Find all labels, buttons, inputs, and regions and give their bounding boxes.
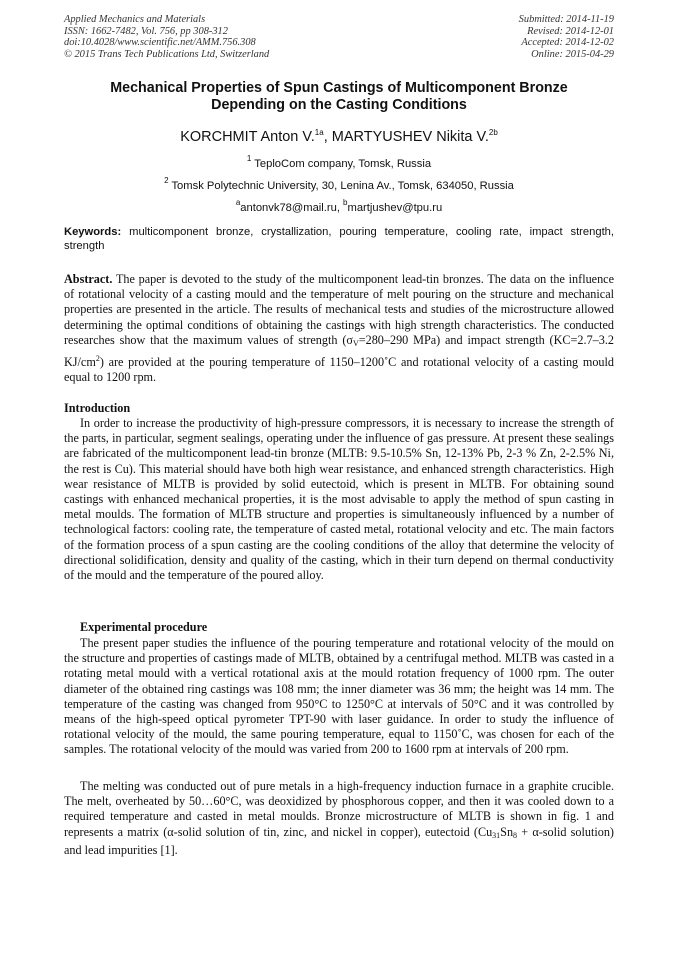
keywords-text: multicomponent bronze, crystallization, pouring temperature, cooling rate, impact strength, strength xyxy=(64,226,615,253)
experimental-sub-8: 8 xyxy=(513,830,518,840)
keywords-label: Keywords: xyxy=(64,226,122,238)
experimental-sn: Sn xyxy=(500,824,514,839)
abstract-label: Abstract. xyxy=(64,272,113,286)
title-line-2: Depending on the Casting Conditions xyxy=(211,97,467,113)
date-submitted: Submitted: 2014-11-19 xyxy=(518,14,614,25)
date-revised: Revised: 2014-12-01 xyxy=(527,25,614,37)
author-2: MARTYUSHEV Nikita V. xyxy=(331,129,489,145)
journal-copyright: © 2015 Trans Tech Publications Ltd, Switzerland xyxy=(64,48,270,60)
journal-doi[interactable]: doi:10.4028/www.scientific.net/AMM.756.308 xyxy=(64,37,256,49)
email-b[interactable]: martjushev@tpu.ru xyxy=(347,202,443,214)
date-online: Online: 2015-04-29 xyxy=(531,48,614,60)
journal-info xyxy=(64,14,269,60)
journal-issn: ISSN: 1662-7482, Vol. 756, pp 308-312 xyxy=(64,25,228,37)
experimental-paragraph-1: The present paper studies the influence of the pouring temperature and rotational velocity of the mould on the structure and properties of castings made of MLTB, obtained by a centrifugal method. MLTB was casted in a rotating metal mould with a vertical rotational axis at the mould rotation frequency of 1000 rpm. The outer diameter of the obtained ring castings was 108 mm; the inner diameter was 36 mm; the height was 14 mm. The temperature of the casting was changed from 950°C to 1250°C at intervals of 50°C and it was controlled by means of the high-speed optical pyrometer TPT-90 with laser guidance. In order to study the influence of rotational velocity of the mould, the same pouring temperature, equal to 1150˚C, was chosen for each of the samples. The rotational velocity of the mould was varied from 200 to 1600 rpm at intervals of 200 rpm. xyxy=(64,636,614,757)
author-2-mark: 2b xyxy=(488,128,498,137)
keywords xyxy=(64,225,614,253)
affiliation-1 xyxy=(0,154,678,170)
affiliation-2 xyxy=(0,176,678,192)
experimental-paragraph-2 xyxy=(64,779,614,858)
affiliation-2-text: Tomsk Polytechnic University, 30, Lenina Av., Tomsk, 634050, Russia xyxy=(171,180,514,192)
author-1: KORCHMIT Anton V. xyxy=(180,129,315,145)
experimental-text-2a: The melting was conducted out of pure metals in a high-frequency induction furnace in a graphite crucible. The melt, overheated by 50…60°C, was deoxidized by phosphorous copper, and then it was cooled down to a required temperature and casted in metal moulds. Bronze microstructure of MLTB is shown in fig. 1 and represents a matrix (α-solid solution of tin, zinc, and nickel in copper), eutectoid (Cu xyxy=(64,779,614,839)
abstract-paragraph xyxy=(64,272,614,385)
paper-title xyxy=(40,80,638,114)
abstract-sup-2: 2 xyxy=(95,354,100,364)
email-a-mark: a xyxy=(235,198,241,207)
email-a[interactable]: antonvk78@mail.ru xyxy=(240,202,337,214)
experimental-sub-31: 31 xyxy=(492,830,501,840)
affiliation-2-mark: 2 xyxy=(164,176,169,185)
experimental-text-2b: + α-solid solution) and lead impurities [1]. xyxy=(64,824,614,857)
introduction-paragraph: In order to increase the productivity of high-pressure compressors, it is necessary to increase the strength of the parts, in particular, segment sealings, operating under the influence of gas pressure. At present these sealings are fabricated of the multicomponent lead-tin bronze (MLTB: 9.5-10.5% Sn, 12-13% Pb, 2-3 % Zn, 2-2.5% Ni, the rest is Cu). This material should have both high wear resistance, and enhanced strength characteristics. High wear resistance of MLTB is provided by solid eutectoid, which is present in MLTB. For obtaining sound castings with enhanced mechanical properties, it is the most advisable to apply the method of spun casting in metal moulds. The formation of MLTB structure and properties is simultaneously influenced by a number of technological factors: cooling rate, the temperature of casted metal, rotational velocity and etc. The main factors of the formation process of a spun casting are the cooling conditions of the alloy that determine the velocity of directional solidification, density and quality of the casting, which in their turn depend on thermal conductivity of the mould and the temperature of the poured alloy. xyxy=(64,416,614,583)
submission-dates xyxy=(519,14,614,60)
email-separator: , xyxy=(336,202,344,214)
email-b-mark: b xyxy=(343,198,348,207)
author-separator: , xyxy=(323,129,332,145)
introduction-heading: Introduction xyxy=(64,401,131,415)
affiliation-1-mark: 1 xyxy=(246,154,252,163)
abstract-text-3: ) are provided at the pouring temperature of 1150–1200˚C and rotational velocity of a casting mould equal to 1200 rpm. xyxy=(64,355,614,385)
abstract-sub-v: V xyxy=(352,338,359,348)
author-1-mark: 1a xyxy=(314,128,324,137)
experimental-heading: Experimental procedure xyxy=(80,620,208,634)
author-emails xyxy=(0,198,678,214)
author-list xyxy=(0,128,678,145)
journal-name: Applied Mechanics and Materials xyxy=(64,14,206,25)
abstract-text-1: The paper is devoted to the study of the multicomponent lead-tin bronzes. The data on the influence of rotational velocity of a casting mould and the temperature of melt pouring on the structure and mechanical properties are presented in the article. The results of mechanical tests and studies of the microstructure allowed determining the optimal conditions of obtaining the castings with high strength characteristics. The conducted researches show that the maximum values of strength (σ xyxy=(64,272,614,347)
title-line-1: Mechanical Properties of Spun Castings of Multicomponent Bronze xyxy=(110,80,568,96)
date-accepted: Accepted: 2014-12-02 xyxy=(521,37,614,49)
abstract-text-2: =280–290 MPa) and impact strength (KC=2.7–3.2 KJ/cm xyxy=(64,332,614,370)
affiliation-1-text: TeploCom company, Tomsk, Russia xyxy=(254,158,432,170)
